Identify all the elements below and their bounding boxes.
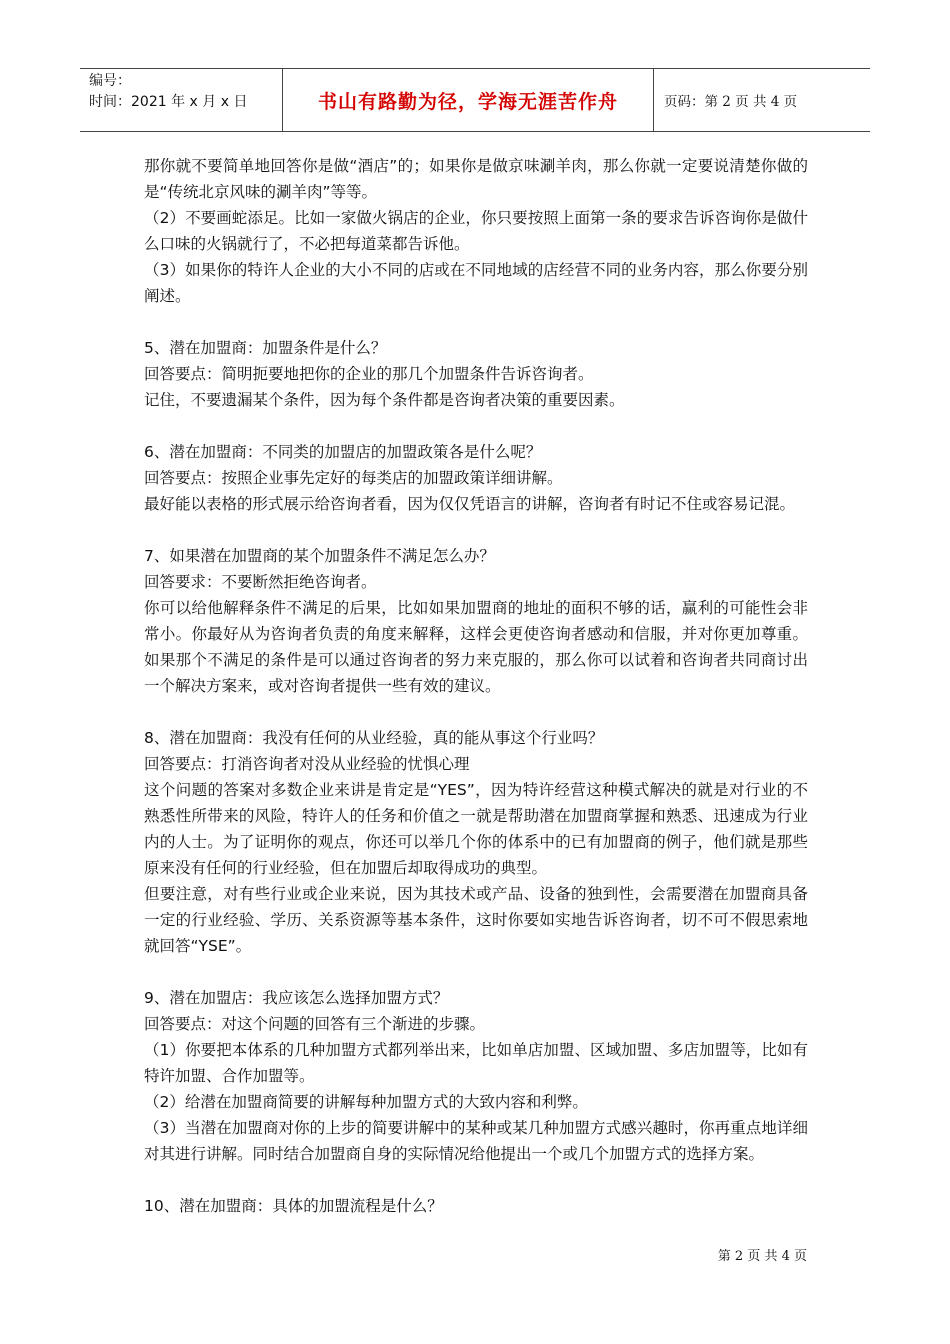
document-date-label: 时间：2021 年 x 月 x 日 xyxy=(89,94,248,110)
paragraph: 7、如果潜在加盟商的某个加盟条件不满足怎么办？ xyxy=(144,547,495,565)
header-motto: 书山有路勤为径，学海无涯苦作舟 xyxy=(282,69,654,131)
paragraph: （3）当潜在加盟商对你的上步的简要讲解中的某种或某几种加盟方式感兴趣时，你再重点地详细对其进行讲解。同时结合加盟商自身的实际情况给他提出一个或几个加盟方式的选择方案。 xyxy=(144,1119,808,1163)
paragraph: （3）如果你的特许人企业的大小不同的店或在不同地域的店经营不同的业务内容，那么你要分别阐述。 xyxy=(144,261,808,305)
paragraph: 最好能以表格的形式展示给咨询者看，因为仅仅凭语言的讲解，咨询者有时记不住或容易记混。 xyxy=(144,495,796,513)
paragraph: 你可以给他解释条件不满足的后果，比如如果加盟商的地址的面积不够的话，赢利的可能性会非常小。你最好从为咨询者负责的角度来解释，这样会更使咨询者感动和信服，并对你更加尊重。如果那个不满足的条件是可以通过咨询者的努力来克服的，那么你可以试着和咨询者共同商讨出一个解决方案来，或对咨询者提供一些有效的建议。 xyxy=(144,599,808,695)
paragraph: 9、潜在加盟店：我应该怎么选择加盟方式？ xyxy=(144,989,449,1007)
paragraph: 记住，不要遗漏某个条件，因为每个条件都是咨询者决策的重要因素。 xyxy=(144,391,625,409)
paragraph: 回答要点：简明扼要地把你的企业的那几个加盟条件告诉咨询者。 xyxy=(144,365,594,383)
document-body xyxy=(144,153,808,1219)
paragraph: 5、潜在加盟商：加盟条件是什么？ xyxy=(144,339,387,357)
paragraph: （1）你要把本体系的几种加盟方式都列举出来，比如单店加盟、区域加盟、多店加盟等，比如有特许加盟、合作加盟等。 xyxy=(144,1041,808,1085)
paragraph: （2）给潜在加盟商简要的讲解每种加盟方式的大致内容和利弊。 xyxy=(144,1093,588,1111)
document-code-label: 编号： xyxy=(89,73,131,89)
paragraph: 回答要点：按照企业事先定好的每类店的加盟政策详细讲解。 xyxy=(144,469,563,487)
paragraph: 但要注意，对有些行业或企业来说，因为其技术或产品、设备的独到性，会需要潜在加盟商具备一定的行业经验、学历、关系资源等基本条件，这时你要如实地告诉咨询者，切不可不假思索地就回答“YSE”。 xyxy=(144,885,808,955)
paragraph: 回答要求：不要断然拒绝咨询者。 xyxy=(144,573,377,591)
header-page-number: 页码：第 2 页 共 4 页 xyxy=(664,94,798,110)
paragraph: 6、潜在加盟商：不同类的加盟店的加盟政策各是什么呢？ xyxy=(144,443,542,461)
paragraph: 8、潜在加盟商：我没有任何的从业经验，真的能从事这个行业吗？ xyxy=(144,729,604,747)
paragraph: 回答要点：打消咨询者对没从业经验的忧惧心理 xyxy=(144,755,470,773)
paragraph: （2）不要画蛇添足。比如一家做火锅店的企业，你只要按照上面第一条的要求告诉咨询你是做什么口味的火锅就行了，不必把每道菜都告诉他。 xyxy=(144,209,808,253)
paragraph: 这个问题的答案对多数企业来讲是肯定是“YES”，因为特许经营这种模式解决的就是对行业的不熟悉性所带来的风险，特许人的任务和价值之一就是帮助潜在加盟商掌握和熟悉、迅速成为行业内的人士。为了证明你的观点，你还可以举几个你的体系中的已有加盟商的例子，他们就是那些原来没有任何的行业经验，但在加盟后却取得成功的典型。 xyxy=(144,781,808,877)
paragraph: 10、潜在加盟商：具体的加盟流程是什么？ xyxy=(144,1197,443,1215)
page-header xyxy=(80,68,870,132)
header-meta xyxy=(80,69,282,131)
footer-page-number: 第 2 页 共 4 页 xyxy=(717,1249,807,1264)
paragraph: 那你就不要简单地回答你是做“酒店”的；如果你是做京味涮羊肉，那么你就一定要说清楚你做的是“传统北京风味的涮羊肉”等等。 xyxy=(144,157,808,201)
paragraph: 回答要点：对这个问题的回答有三个渐进的步骤。 xyxy=(144,1015,486,1033)
